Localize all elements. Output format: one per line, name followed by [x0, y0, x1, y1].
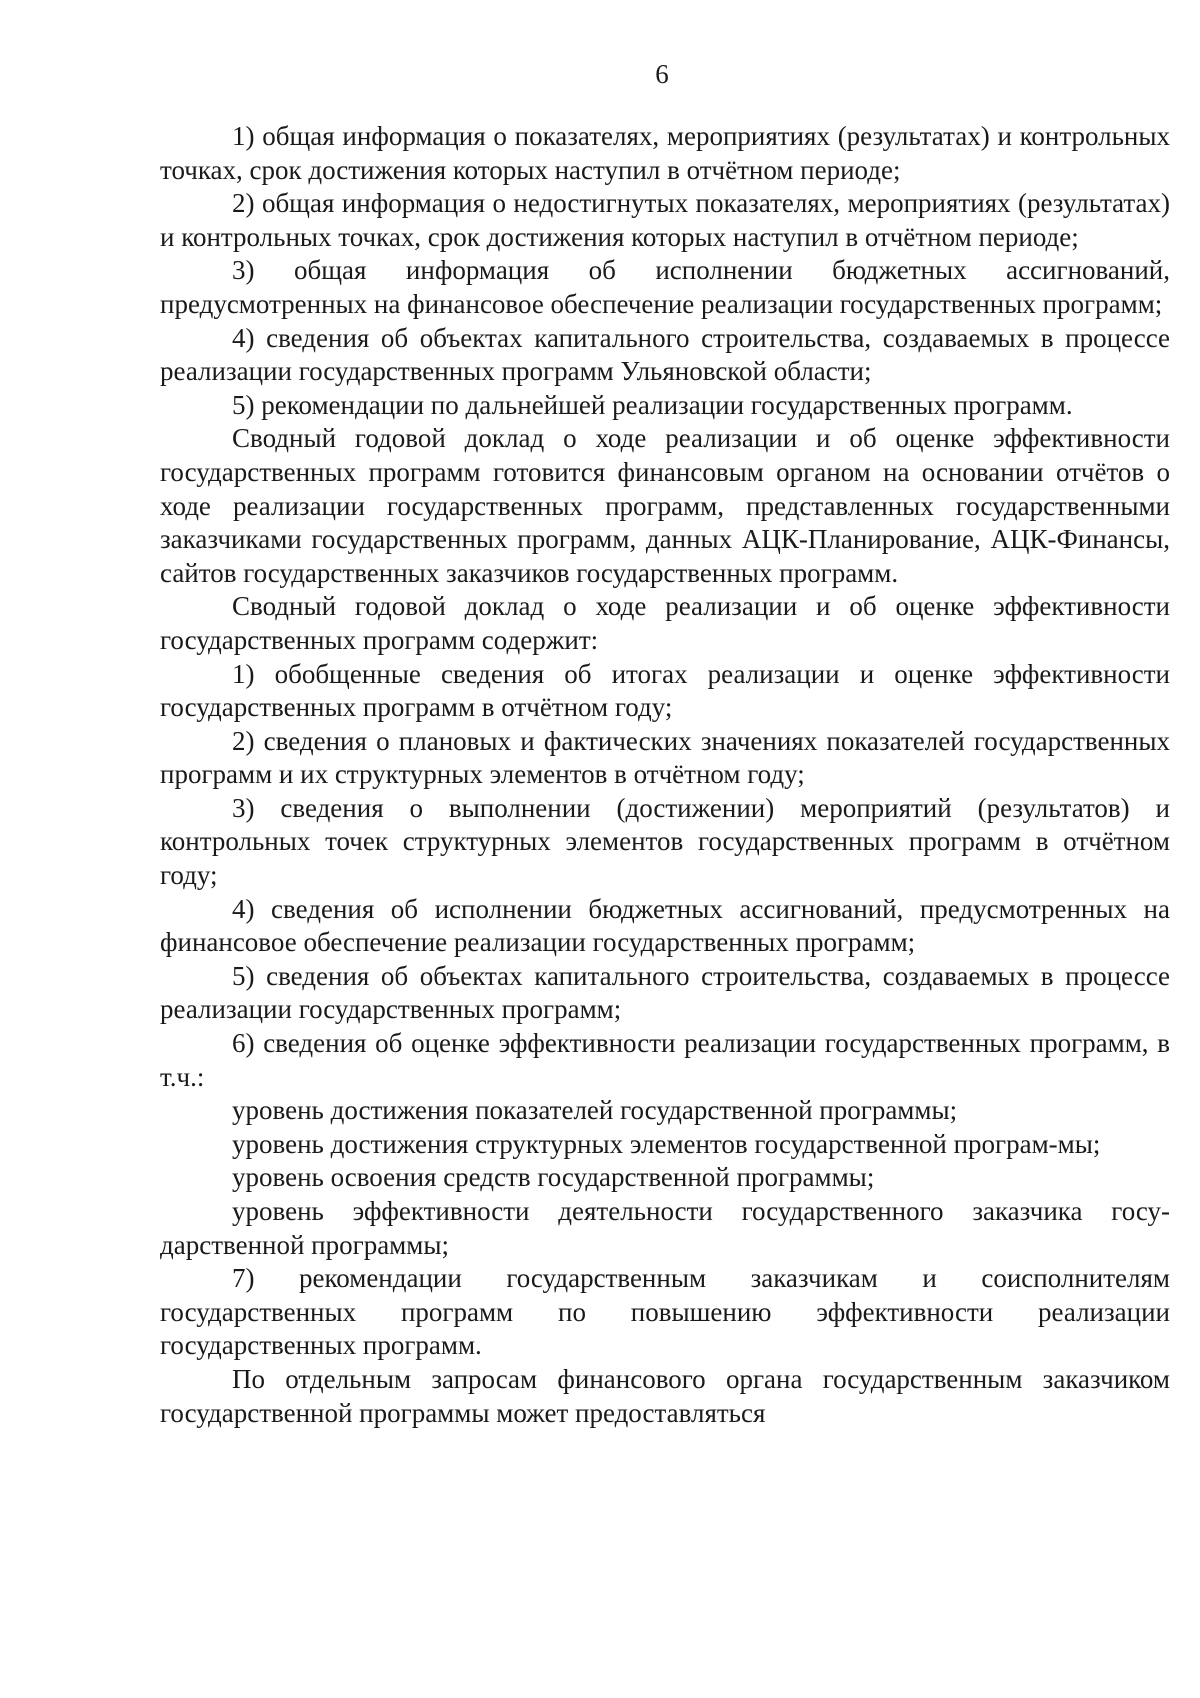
paragraph: По отдельным запросам финансового органа государственным заказчиком государственной программы может предоставляться: [160, 1363, 1170, 1428]
paragraph: 2) сведения о плановых и фактических значениях показателей государственных программ и их структурных элементов в отчётном году;: [160, 725, 1170, 790]
paragraph: Сводный годовой доклад о ходе реализации и об оценке эффективности государственных программ готовится финансовым органом на основании отчётов о ходе реализации государственных программ, представленных государственными заказчиками государственных программ, данных АЦК-Планирование, АЦК-Финансы, сайтов государственных заказчиков государственных программ.: [160, 423, 1170, 588]
paragraph: 7) рекомендации государственным заказчикам и соисполнителям государственных программ по повышению эффективности реализации государственных программ.: [160, 1263, 1170, 1361]
paragraph: уровень эффективности деятельности государственного заказчика госу-дарственной программы;: [160, 1196, 1170, 1260]
paragraph: 4) сведения об объектах капитального строительства, создаваемых в процессе реализации государственных программ Ульяновской области;: [160, 322, 1170, 387]
document-body: [160, 120, 1170, 1430]
paragraph: 1) общая информация о показателях, мероприятиях (результатах) и контрольных точках, срок достижения которых наступил в отчётном периоде;: [160, 121, 1170, 185]
paragraph: 1) обобщенные сведения об итогах реализации и оценке эффективности государственных программ в отчётном году;: [160, 658, 1170, 723]
page-number: 6: [655, 59, 669, 89]
paragraph: 5) рекомендации по дальнейшей реализации государственных программ.: [232, 389, 1073, 420]
paragraph: 3) сведения о выполнении (достижении) мероприятий (результатов) и контрольных точек структурных элементов государственных программ в отчётном году;: [160, 792, 1170, 891]
paragraph: 5) сведения об объектах капитального строительства, создаваемых в процессе реализации государственных программ;: [160, 960, 1170, 1025]
paragraph: уровень достижения показателей государственной программы;: [232, 1095, 958, 1126]
paragraph: 6) сведения об оценке эффективности реализации государственных программ, в т.ч.:: [160, 1028, 1170, 1092]
paragraph: уровень освоения средств государственной программы;: [232, 1162, 875, 1193]
paragraph: 4) сведения об исполнении бюджетных ассигнований, предусмотренных на финансовое обеспечение реализации государственных программ;: [160, 893, 1170, 958]
paragraph: уровень достижения структурных элементов государственной програм-мы;: [232, 1128, 1101, 1159]
paragraph: 3) общая информация об исполнении бюджетных ассигнований, предусмотренных на финансовое обеспечение реализации государственных программ;: [160, 255, 1170, 319]
paragraph: 2) общая информация о недостигнутых показателях, мероприятиях (результатах) и контрольных точках, срок достижения которых наступил в отчётном периоде;: [160, 188, 1170, 252]
paragraph: Сводный годовой доклад о ходе реализации и об оценке эффективности государственных программ содержит:: [160, 591, 1170, 655]
